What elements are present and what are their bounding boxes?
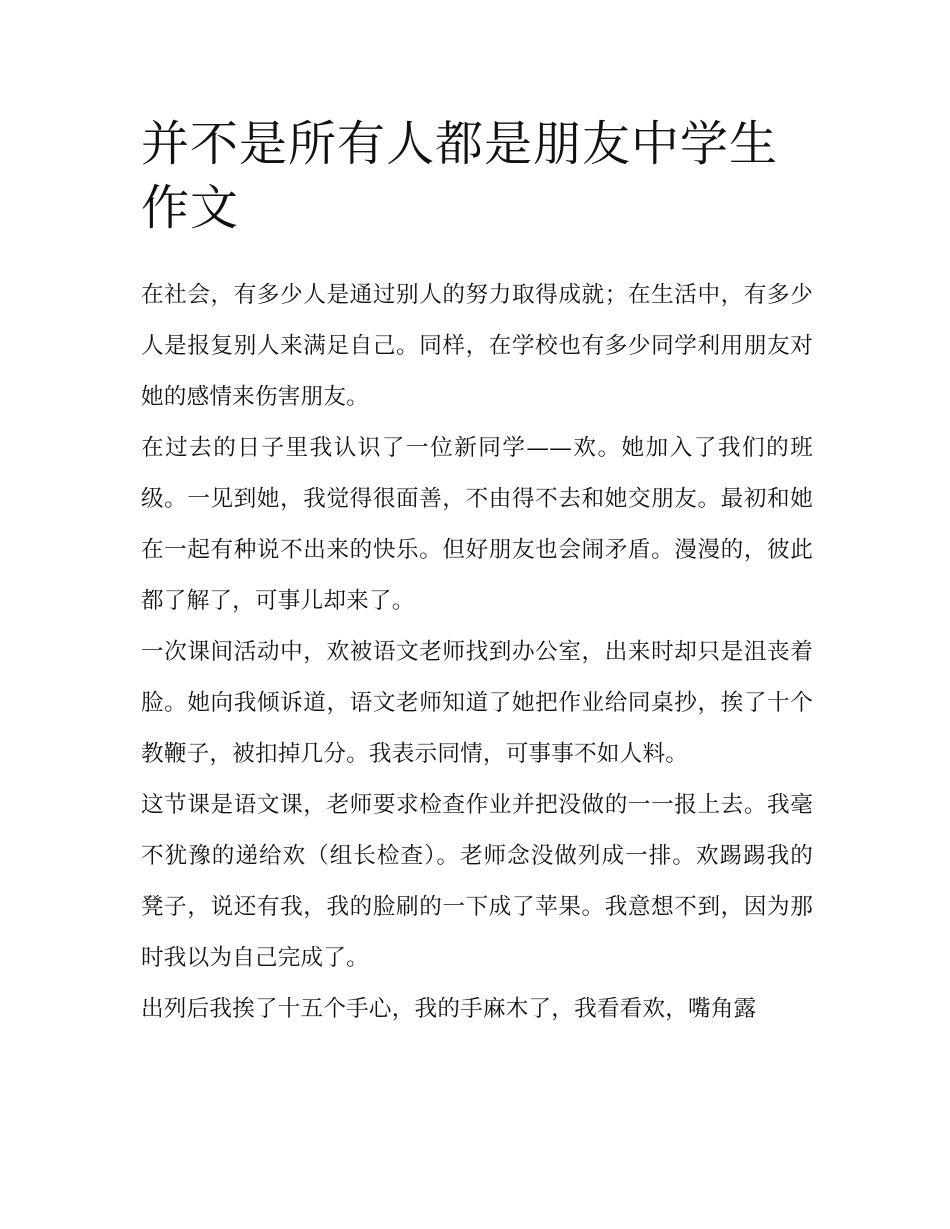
- paragraph: 在社会，有多少人是通过别人的努力取得成就；在生活中，有多少人是报复别人来满足自己。同样，在学校也有多少同学利用朋友对她的感情来伤害朋友。: [141, 282, 813, 410]
- document-page: [141, 112, 813, 1035]
- paragraph: 出列后我挨了十五个手心，我的手麻木了，我看看欢，嘴角露: [141, 996, 757, 1022]
- document-title: 并不是所有人都是朋友中学生作文: [141, 116, 779, 236]
- paragraph: 这节课是语文课，老师要求检查作业并把没做的一一报上去。我毫不犹豫的递给欢（组长检查）。老师念没做列成一排。欢踢踢我的凳子，说还有我，我的脸刷的一下成了苹果。我意想不到，因为那时我以为自己完成了。: [141, 792, 813, 971]
- paragraph: 在过去的日子里我认识了一位新同学——欢。她加入了我们的班级。一见到她，我觉得很面善，不由得不去和她交朋友。最初和她在一起有种说不出来的快乐。但好朋友也会闹矛盾。漫漫的，彼此都了解了，可事儿却来了。: [141, 435, 813, 614]
- paragraph: 一次课间活动中，欢被语文老师找到办公室，出来时却只是沮丧着脸。她向我倾诉道，语文老师知道了她把作业给同桌抄，挨了十个教鞭子，被扣掉几分。我表示同情，可事事不如人料。: [141, 639, 813, 767]
- document-body: [141, 270, 813, 1035]
